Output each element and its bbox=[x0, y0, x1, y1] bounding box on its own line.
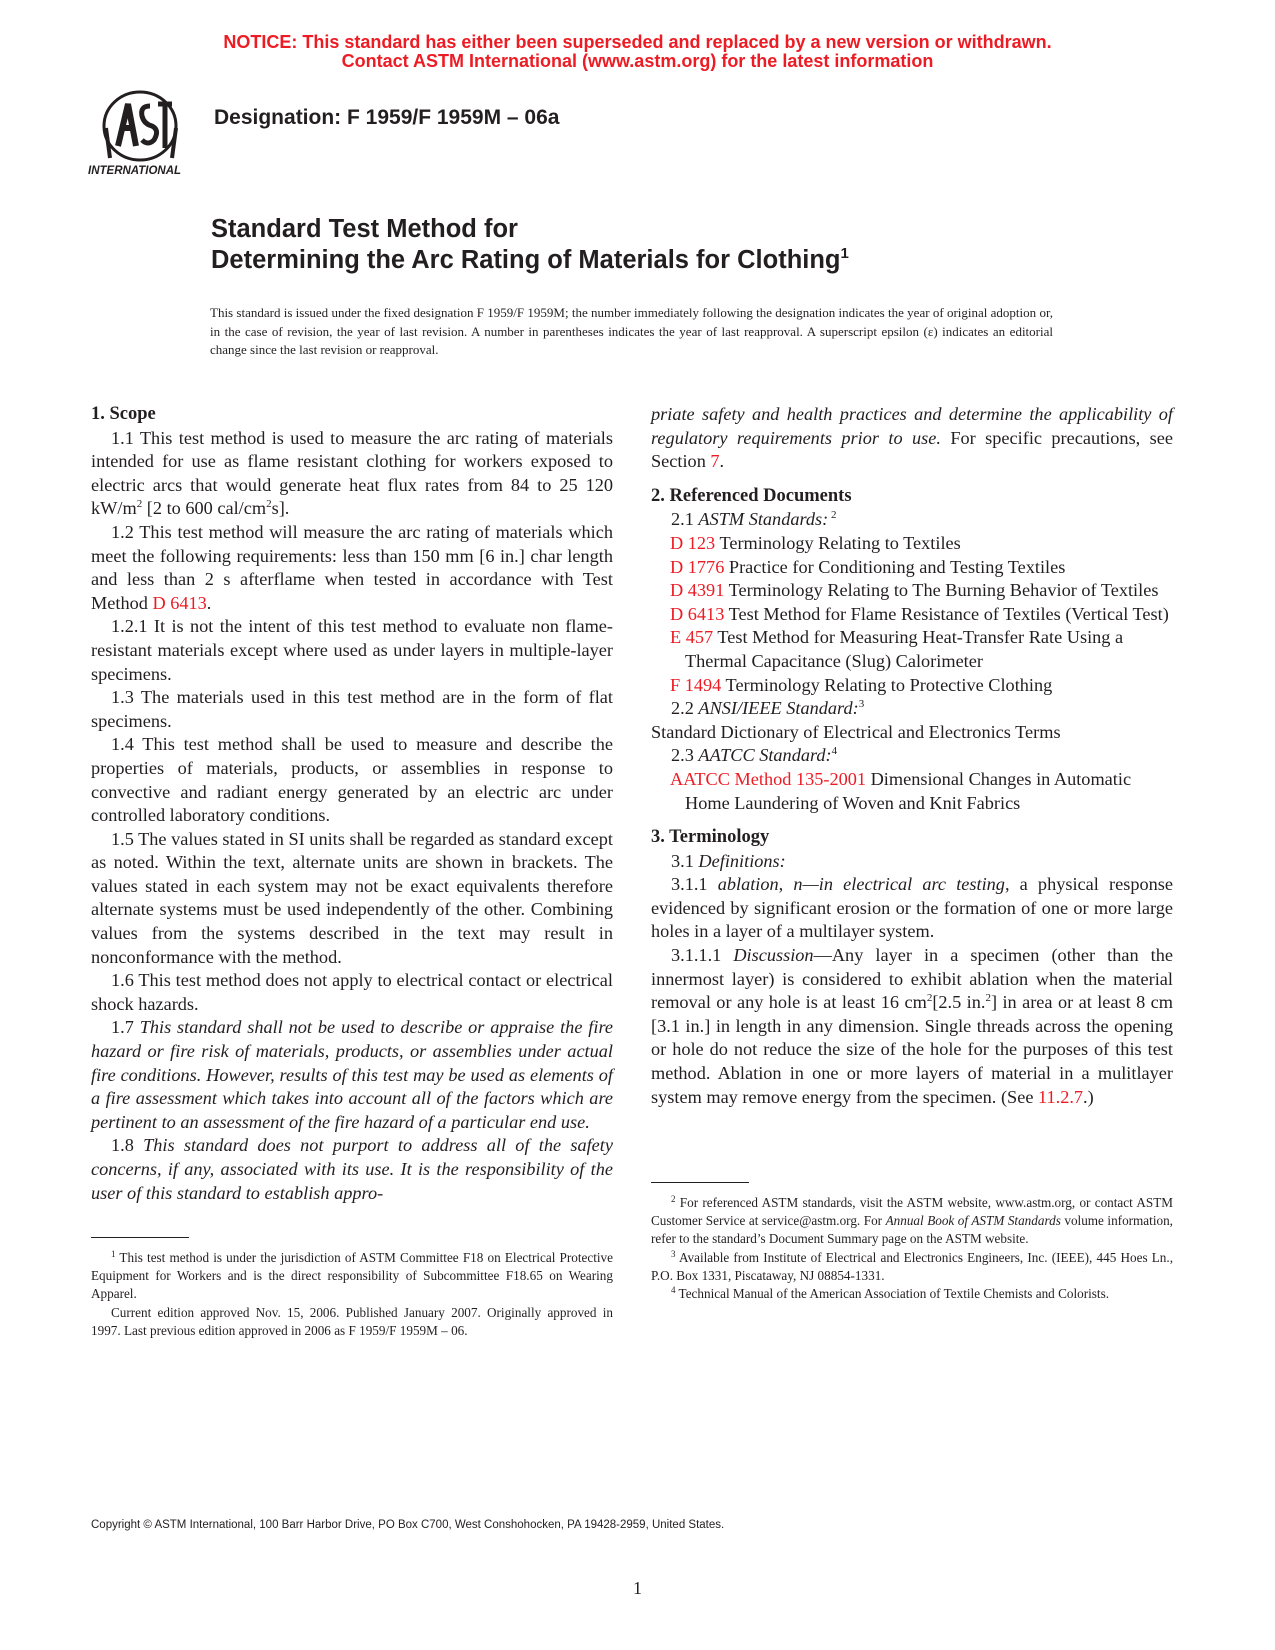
para-1-3: 1.3 The materials used in this test method are in the form of flat specimens. bbox=[91, 687, 613, 731]
ref-item-d6413: D 6413 Test Method for Flame Resistance of Textiles (Vertical Test) bbox=[670, 603, 1169, 624]
logo-text: INTERNATIONAL bbox=[88, 165, 182, 177]
para-1-8-continued: priate safety and health practices and determine the applicability of regulatory requirements prior to use. For specific precautions, see Section 7. bbox=[651, 404, 1173, 472]
para-1-2-1: 1.2.1 It is not the intent of this test method to evaluate non flame-resistant materials except where used as under layers in multiple-layer specimens. bbox=[91, 616, 613, 684]
para-1-7: 1.7 This standard shall not be used to describe or appraise the fire hazard or fire risk of materials, products, or assemblies under actual fire conditions. However, results of this test may be used as elements of a fire assessment which takes into account all of the factors which are pertinent to an assessment of the fire hazard of a particular end use. bbox=[91, 1017, 614, 1132]
ref-link-e457[interactable]: E 457 bbox=[670, 627, 714, 648]
ref-link-d6413[interactable]: D 6413 bbox=[152, 592, 207, 613]
para-2-1: 2.1 ASTM Standards: $^2$ bbox=[671, 509, 837, 530]
left-column bbox=[91, 403, 613, 1205]
ref-item-aatcc: AATCC Method 135-2001 Dimensional Changes in Automatic Home Laundering of Woven and Knit Fabrics bbox=[670, 768, 1132, 813]
title-footnote-ref[interactable]: 1 bbox=[840, 245, 849, 262]
section-heading-scope: 1. Scope bbox=[91, 404, 156, 424]
astm-logo bbox=[88, 88, 196, 180]
footnote-3: $^3$ Available from Institute of Electrical and Electronics Engineers, Inc. (IEEE), 445 Hoes Ln., P.O. Box 1331, Piscataway, NJ 08854-1331. bbox=[651, 1248, 1173, 1283]
ref-link-aatcc[interactable]: AATCC Method 135-2001 bbox=[670, 768, 867, 789]
para-3-1-1-1: 3.1.1.1 Discussion—Any layer in a specimen (other than the innermost layer) is considered to exhibit ablation when the material removal or any hole is at least 16 $cm^2[2.5$ in.$^2$] in area or at least 8 cm [3.1 in.] in length in any dimension. Single threads across the opening or hole do not reduce the size of the hole for the purposes of this test method. Ablation in one or more layers of material in a mulitlayer system may remove energy from the specimen. (See 11.2.7.) bbox=[651, 945, 1174, 1107]
para-1-5: 1.5 The values stated in SI units shall be regarded as standard except as noted. Within the text, alternate units are shown in brackets. The values stated in each system may not be exact equivalents therefore alternate systems must be used independently of the other. Combining values from the systems described in the text may result in nonconformance with the method. bbox=[91, 828, 613, 967]
astm-logo-icon bbox=[88, 88, 196, 180]
ref-link-11-2-7[interactable]: 11.2.7 bbox=[1038, 1086, 1084, 1107]
page-title bbox=[211, 214, 849, 276]
ref-item-d4391: D 4391 Terminology Relating to The Burning Behavior of Textiles bbox=[670, 580, 1159, 601]
para-1-1: 1.1 This test method is used to measure the arc rating of materials intended for use as flame resistant clothing for workers exposed to electric arcs that would generate heat flux rates from 84 to 25 120 $kW/m^2$ [2 to 600 cal/$cm^2s$]. bbox=[91, 427, 613, 519]
footnotes-right bbox=[651, 1194, 1173, 1303]
footnote-1-edition: Current edition approved Nov. 15, 2006. Published January 2007. Originally approved in 1997. Last previous edition approved in 2006 as F 1959/F 1959M – 06. bbox=[91, 1304, 613, 1338]
ref-link-d123[interactable]: D 123 bbox=[670, 532, 716, 553]
notice-line-2: Contact ASTM International (www.astm.org) for the latest information bbox=[341, 51, 934, 71]
footnote-4: $^4$ Technical Manual of the American Association of Textile Chemists and Colorists. bbox=[671, 1285, 1110, 1302]
ref-item-d123: D 123 Terminology Relating to Textiles bbox=[670, 532, 961, 553]
section-heading-terminology: 3. Terminology bbox=[651, 827, 770, 848]
para-3-1-1: 3.1.1 ablation, n—in electrical arc testing, a physical response evidenced by significant erosion or the formation of one or more large holes in a layer of a multilayer system. bbox=[651, 874, 1173, 942]
para-1-4: 1.4 This test method shall be used to measure and describe the properties of materials, products, or assemblies in response to convective and radiant energy generated by an electric arc under controlled laboratory conditions. bbox=[91, 734, 613, 826]
footnote-divider-right bbox=[651, 1182, 749, 1183]
ref-item-e457: E 457 Test Method for Measuring Heat-Transfer Rate Using a Thermal Capacitance (Slug) Calorimeter bbox=[670, 627, 1124, 671]
page-number: 1 bbox=[633, 1578, 642, 1598]
para-3-1: 3.1 Definitions: bbox=[671, 850, 786, 871]
issue-note: This standard is issued under the fixed designation F 1959/F 1959M; the number immediately following the designation indicates the year of original adoption or, in the case of revision, the year of last revision. A number in parentheses indicates the year of last reapproval. A superscript epsilon (ε) indicates an editorial change since the last revision or reapproval. bbox=[210, 305, 1053, 357]
footnotes-left bbox=[91, 1249, 613, 1340]
designation: Designation: F 1959/F 1959M – 06a bbox=[214, 106, 560, 129]
para-1-2: 1.2 This test method will measure the arc rating of materials which meet the following requirements: less than 150 mm [6 in.] char length and less than 2 s afterflame when tested in accordance with Test Method D 6413. bbox=[91, 521, 613, 613]
para-2-3: 2.3 AATCC Standard:$^4$ bbox=[671, 745, 838, 766]
ref-link-d6413-list[interactable]: D 6413 bbox=[670, 603, 725, 624]
ref-item-ieee: Standard Dictionary of Electrical and Electronics Terms bbox=[651, 721, 1061, 742]
ref-item-d1776: D 1776 Practice for Conditioning and Testing Textiles bbox=[670, 556, 1066, 577]
ref-link-f1494[interactable]: F 1494 bbox=[670, 674, 722, 695]
withdrawal-notice bbox=[0, 33, 1275, 71]
footnote-2: $^2$ For referenced ASTM standards, visit the ASTM website, www.astm.org, or contact ASTM Customer Service at service@astm.org. For Annual Book of ASTM Standards volume information, refer to the standard’s Document Summary page on the ASTM website. bbox=[651, 1194, 1173, 1247]
para-2-2: 2.2 ANSI/IEEE Standard:$^3$ bbox=[671, 698, 865, 719]
para-1-6: 1.6 This test method does not apply to electrical contact or electrical shock hazards. bbox=[91, 970, 613, 1014]
ref-item-f1494: F 1494 Terminology Relating to Protective Clothing bbox=[670, 674, 1053, 695]
ref-link-d1776[interactable]: D 1776 bbox=[670, 556, 725, 577]
right-column bbox=[651, 403, 1173, 1109]
title-line-2: Determining the Arc Rating of Materials for Clothing$^1$ bbox=[211, 245, 849, 274]
para-1-8: 1.8 This standard does not purport to address all of the safety concerns, if any, associated with its use. It is the responsibility of the user of this standard to establish appro- bbox=[91, 1135, 613, 1203]
section-heading-referenced: 2. Referenced Documents bbox=[651, 485, 852, 506]
notice-line-1: NOTICE: This standard has either been superseded and replaced by a new version or withdrawn. bbox=[223, 32, 1052, 52]
title-line-1: Standard Test Method for bbox=[211, 215, 518, 243]
footnote-divider-left bbox=[91, 1237, 189, 1238]
copyright-line: Copyright © ASTM International, 100 Barr Harbor Drive, PO Box C700, West Conshohocken, PA 19428-2959, United States. bbox=[91, 1519, 725, 1531]
ref-link-section-7[interactable]: 7 bbox=[710, 451, 720, 472]
ref-link-d4391[interactable]: D 4391 bbox=[670, 580, 725, 601]
footnote-1: $^1$ This test method is under the jurisdiction of ASTM Committee F18 on Electrical Protective Equipment for Workers and is the direct responsibility of Subcommittee F18.65 on Wearing Apparel. bbox=[91, 1249, 613, 1302]
